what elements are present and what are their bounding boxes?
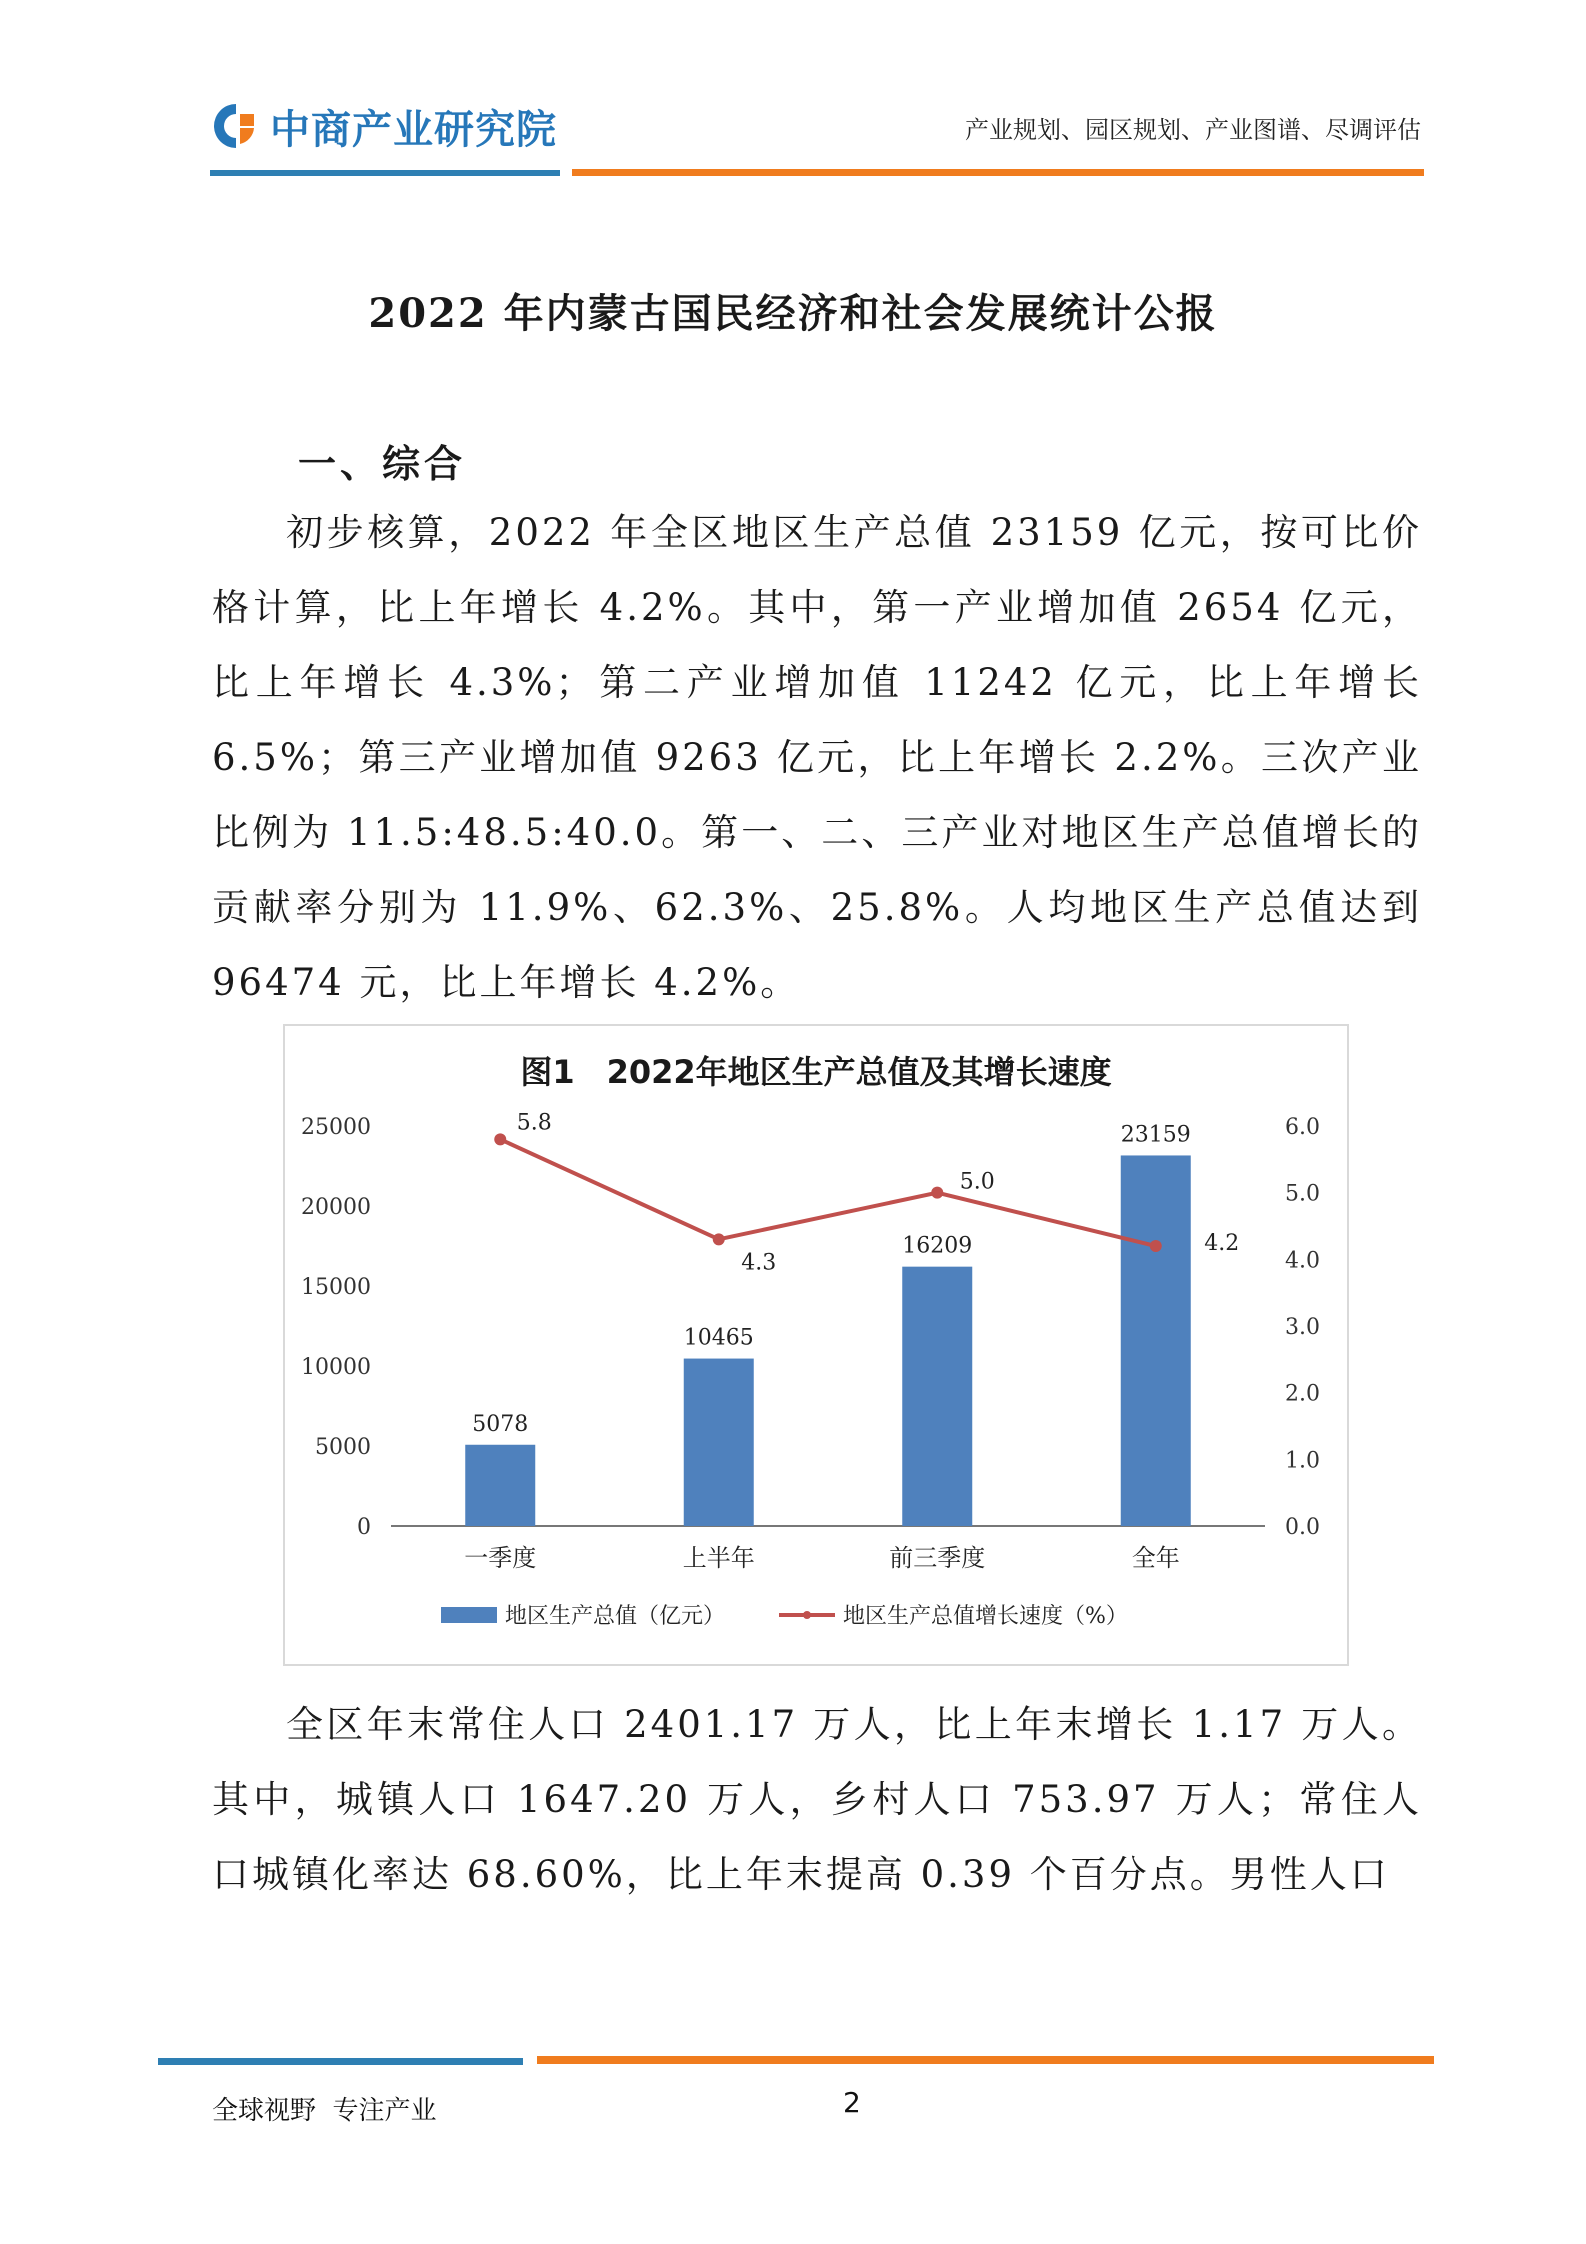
page-number: 2 [843, 2086, 861, 2119]
right-tick-label: 5.0 [1285, 1181, 1320, 1207]
left-tick-label: 25000 [301, 1115, 371, 1140]
chart-figure [283, 1024, 1349, 1666]
right-tick-label: 1.0 [1285, 1448, 1320, 1474]
line-value-label: 5.8 [516, 1110, 552, 1136]
line-value-label: 4.2 [1204, 1231, 1240, 1256]
line-point-2 [713, 1233, 725, 1245]
legend-line-marker [803, 1611, 811, 1619]
chart-title: 图1 2022年地区生产总值及其增长速度 [520, 1053, 1112, 1091]
right-tick-label: 2.0 [1285, 1381, 1320, 1407]
bar-series [465, 1155, 1191, 1526]
legend-bar-swatch [441, 1607, 497, 1623]
growth-line [500, 1139, 1156, 1246]
right-tick-label: 6.0 [1285, 1115, 1320, 1140]
line-series [494, 1133, 1162, 1252]
category-label: 前三季度 [889, 1544, 986, 1572]
line-point-4 [1150, 1240, 1162, 1252]
line-point-3 [931, 1187, 943, 1199]
logo-mark-icon [210, 100, 262, 152]
line-point-1 [494, 1133, 506, 1145]
line-value-label: 5.0 [959, 1169, 995, 1195]
right-tick-label: 3.0 [1285, 1315, 1320, 1340]
category-label: 一季度 [464, 1544, 537, 1572]
legend-bar-label: 地区生产总值（亿元） [505, 1604, 726, 1629]
section-heading: 一、综合 [298, 441, 467, 486]
bar-4 [1121, 1155, 1191, 1526]
left-tick-label: 10000 [301, 1355, 371, 1380]
footer-divider-orange [537, 2056, 1434, 2064]
paragraph-population: 全区年末常住人口 2401.17 万人，比上年末增长 1.17 万人。其中，城镇人口 1647.20 万人，乡村人口 753.97 万人；常住人口城镇化率达 68.60%，比上年末提高 0.39 个百分点。男性人口 [212, 1703, 1422, 1896]
header-tagline: 产业规划、园区规划、产业图谱、尽调评估 [965, 116, 1421, 144]
category-label: 全年 [1131, 1544, 1180, 1572]
category-labels [464, 1544, 1180, 1572]
left-tick-label: 20000 [301, 1195, 371, 1220]
bar-labels [472, 1122, 1191, 1436]
footer-divider-blue [158, 2058, 523, 2065]
paragraph-gdp: 初步核算，2022 年全区地区生产总值 23159 亿元，按可比价格计算，比上年增长 4.2%。其中，第一产业增加值 2654 亿元，比上年增长 4.3%；第二产业增加值 11242 亿元，比上年增长 6.5%；第三产业增加值 9263 亿元，比上年增长 2.2%。三次产业比例为 11.5:48.5:40.0。第一、二、三产业对地区生产总值增长的贡献率分别为 11.9%、62.3%、25.8%。人均地区生产总值达到 96474 元，比上年增长 4.2%。 [212, 511, 1422, 1004]
right-tick-label: 4.0 [1285, 1248, 1320, 1274]
bar-1 [465, 1445, 535, 1526]
bar-value-label: 10465 [683, 1325, 754, 1351]
header-divider-blue [210, 170, 560, 176]
legend-line-label: 地区生产总值增长速度（%） [843, 1604, 1128, 1629]
bar-2 [684, 1359, 754, 1526]
left-axis-ticks [301, 1115, 371, 1540]
bar-value-label: 23159 [1120, 1122, 1191, 1148]
right-axis-ticks [1285, 1115, 1320, 1540]
logo [210, 100, 557, 152]
right-tick-label: 0.0 [1285, 1515, 1320, 1540]
header-divider-orange [572, 169, 1424, 176]
chart-svg [285, 1026, 1347, 1664]
line-value-label: 4.3 [741, 1250, 777, 1276]
chart-legend [441, 1604, 1128, 1629]
left-tick-label: 0 [357, 1515, 371, 1540]
logo-text: 中商产业研究院 [270, 106, 557, 153]
left-tick-label: 15000 [301, 1275, 371, 1300]
left-tick-label: 5000 [315, 1435, 371, 1460]
footer-slogan: 全球视野 专注产业 [212, 2096, 437, 2126]
document-title: 2022 年内蒙古国民经济和社会发展统计公报 [368, 290, 1218, 337]
bar-value-label: 5078 [472, 1411, 529, 1437]
bar-value-label: 16209 [902, 1233, 973, 1259]
bar-3 [902, 1267, 972, 1526]
category-label: 上半年 [682, 1544, 755, 1572]
